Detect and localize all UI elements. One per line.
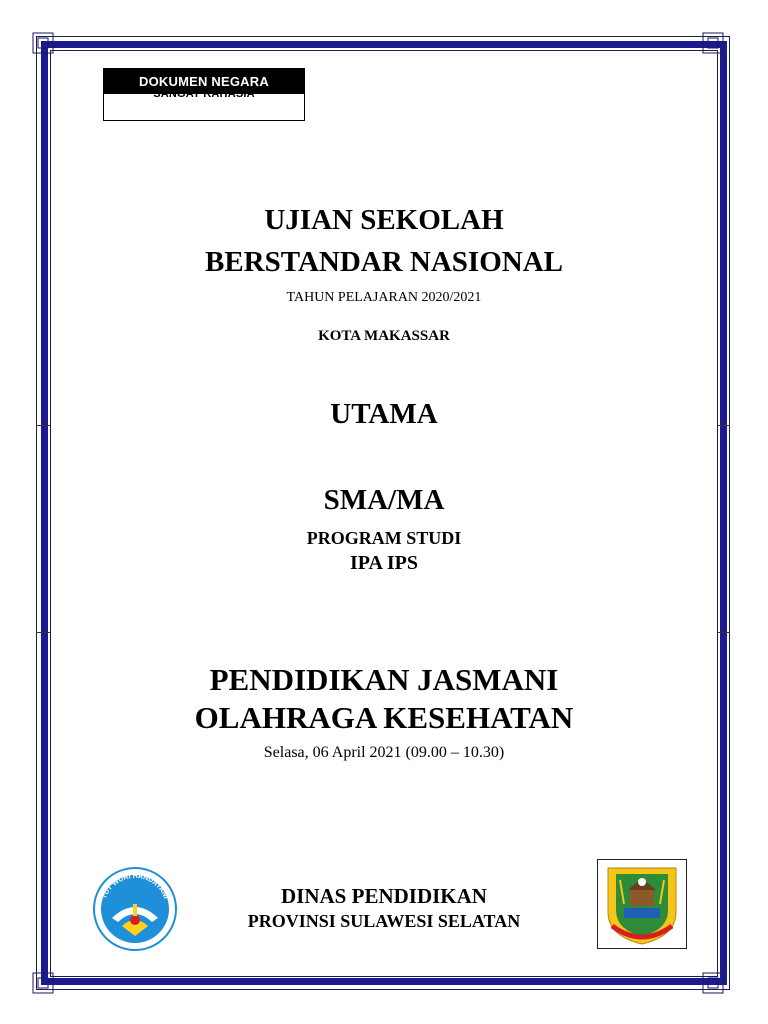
- sulawesi-selatan-emblem: [597, 859, 687, 949]
- academic-year: TAHUN PELAJARAN 2020/2021: [286, 290, 482, 305]
- exam-title-line1: UJIAN SEKOLAH: [264, 204, 504, 236]
- program-label: PROGRAM STUDI: [306, 528, 462, 548]
- exam-package: UTAMA: [330, 398, 438, 430]
- logo-left-text: TUT WURI HANDAYANI: [100, 872, 170, 900]
- city-name: KOTA MAKASSAR: [318, 328, 450, 344]
- exam-schedule: Selasa, 06 April 2021 (09.00 – 10.30): [263, 744, 505, 761]
- tut-wuri-handayani-logo: [92, 866, 178, 952]
- school-level: SMA/MA: [323, 484, 445, 516]
- subject-line2: OLAHRAGA KESEHATAN: [194, 700, 574, 735]
- corner-ornament-bottom-left: [30, 970, 56, 996]
- classification-stamp: [103, 68, 305, 121]
- agency-name: DINAS PENDIDIKAN: [281, 884, 487, 908]
- province-name: PROVINSI SULAWESI SELATAN: [247, 911, 521, 931]
- subject-line1: PENDIDIKAN JASMANI: [209, 662, 559, 697]
- stamp-bottom-label: SANGAT RAHASIA: [153, 88, 255, 100]
- corner-ornament-top-left: [30, 30, 56, 56]
- program-list: IPA IPS: [350, 552, 418, 574]
- stamp-top-label: DOKUMEN NEGARA: [104, 69, 304, 94]
- border-tick: [36, 632, 50, 633]
- corner-ornament-top-right: [700, 30, 726, 56]
- corner-ornament-bottom-right: [700, 970, 726, 996]
- exam-title-line2: BERSTANDAR NASIONAL: [205, 246, 563, 278]
- border-tick: [718, 632, 730, 633]
